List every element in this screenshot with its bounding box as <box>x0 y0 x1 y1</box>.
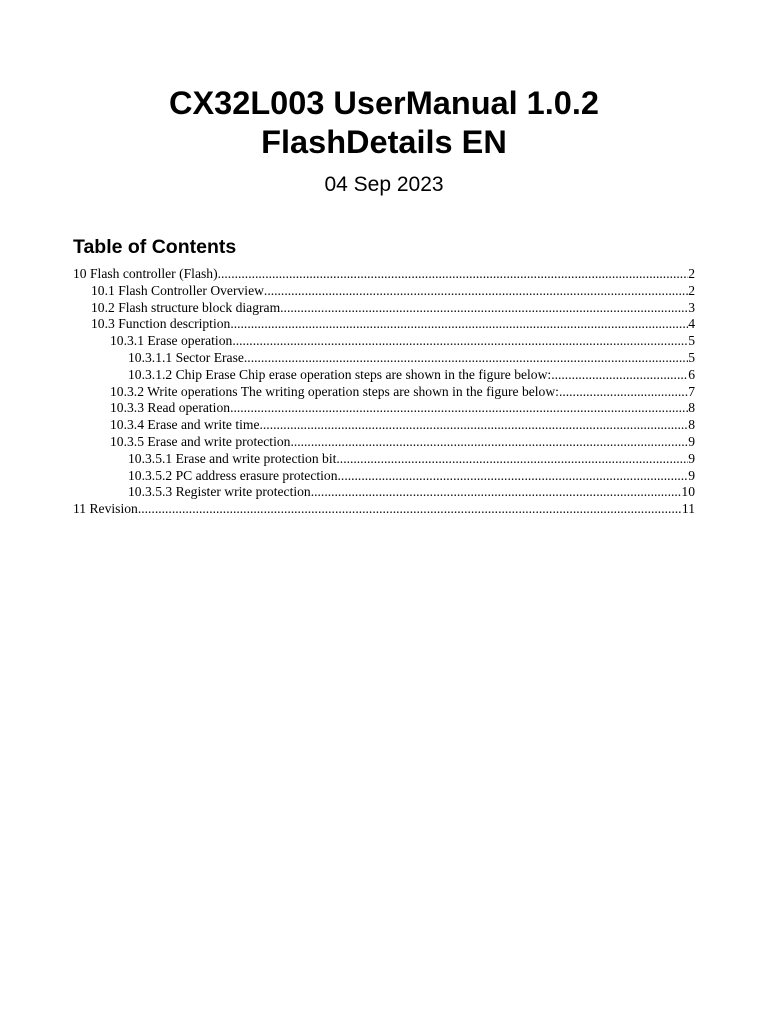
document-title <box>0 84 768 162</box>
toc-page-number: 2 <box>688 282 695 298</box>
toc-page-number: 11 <box>681 501 695 517</box>
toc-entry-title: 10 Flash controller (Flash) <box>73 266 218 281</box>
toc-entry[interactable] <box>73 400 695 417</box>
toc-dot-leader <box>138 501 682 518</box>
toc-entry[interactable] <box>73 266 695 283</box>
table-of-contents <box>73 266 695 518</box>
toc-page-number: 9 <box>688 467 695 483</box>
toc-entry-title: 10.3.4 Erase and write time <box>110 417 260 433</box>
toc-dot-leader <box>338 468 689 485</box>
toc-page-number: 8 <box>688 417 695 433</box>
toc-page-number: 5 <box>688 349 695 365</box>
toc-page-number: 2 <box>688 266 695 281</box>
toc-dot-leader <box>232 333 688 350</box>
toc-dot-leader <box>244 350 688 367</box>
toc-entry-title: 10.3.5 Erase and write protection <box>110 433 291 449</box>
toc-entry[interactable] <box>73 501 695 518</box>
toc-page-number: 7 <box>688 383 695 399</box>
toc-entry-title: 10.3.5.3 Register write protection <box>128 484 311 500</box>
toc-dot-leader <box>336 451 688 468</box>
toc-entry[interactable] <box>73 283 695 300</box>
toc-entry-title: 10.3 Function description <box>91 316 231 332</box>
toc-heading: Table of Contents <box>73 236 237 258</box>
toc-page-number: 8 <box>688 400 695 416</box>
toc-page-number: 9 <box>688 433 695 449</box>
toc-page-number: 4 <box>688 316 695 332</box>
toc-dot-leader <box>551 367 688 384</box>
toc-entry[interactable] <box>73 468 695 485</box>
toc-entry[interactable] <box>73 300 695 317</box>
toc-entry[interactable] <box>73 333 695 350</box>
toc-entry-title: 10.3.1.2 Chip Erase Chip erase operation steps are shown in the figure below: <box>128 366 552 382</box>
toc-entry[interactable] <box>73 451 695 468</box>
toc-entry[interactable] <box>73 434 695 451</box>
toc-dot-leader <box>260 417 689 434</box>
toc-dot-leader <box>230 316 688 333</box>
toc-page-number: 5 <box>688 333 695 349</box>
toc-entry[interactable] <box>73 350 695 367</box>
document-date: 04 Sep 2023 <box>324 173 444 196</box>
toc-entry-title: 10.3.5.2 PC address erasure protection <box>128 467 338 483</box>
toc-entry[interactable] <box>73 417 695 434</box>
toc-dot-leader <box>230 400 688 417</box>
toc-entry-title: 10.3.1.1 Sector Erase <box>128 349 244 365</box>
toc-entry-title: 10.3.5.1 Erase and write protection bit <box>128 450 337 466</box>
toc-entry[interactable] <box>73 316 695 333</box>
document-title-line-1: CX32L003 UserManual 1.0.2 <box>169 85 599 121</box>
toc-dot-leader <box>280 300 688 317</box>
toc-dot-leader <box>218 266 689 283</box>
toc-page-number: 6 <box>688 366 695 382</box>
toc-entry[interactable] <box>73 384 695 401</box>
toc-entry[interactable] <box>73 484 695 501</box>
toc-entry-title: 11 Revision <box>73 501 138 517</box>
toc-page-number: 3 <box>688 299 695 315</box>
toc-dot-leader <box>559 384 688 401</box>
toc-entry-title: 10.3.2 Write operations The writing operation steps are shown in the figure below: <box>110 383 559 399</box>
toc-entry[interactable] <box>73 367 695 384</box>
toc-dot-leader <box>264 283 688 300</box>
document-title-line-2: FlashDetails EN <box>261 124 507 160</box>
toc-page-number: 10 <box>681 484 695 500</box>
toc-dot-leader <box>311 484 682 501</box>
toc-entry-title: 10.3.3 Read operation <box>110 400 231 416</box>
toc-dot-leader <box>290 434 688 451</box>
toc-page-number: 9 <box>688 450 695 466</box>
toc-entry-title: 10.1 Flash Controller Overview <box>91 282 264 298</box>
toc-entry-title: 10.2 Flash structure block diagram <box>91 299 281 315</box>
toc-entry-title: 10.3.1 Erase operation <box>110 333 233 349</box>
